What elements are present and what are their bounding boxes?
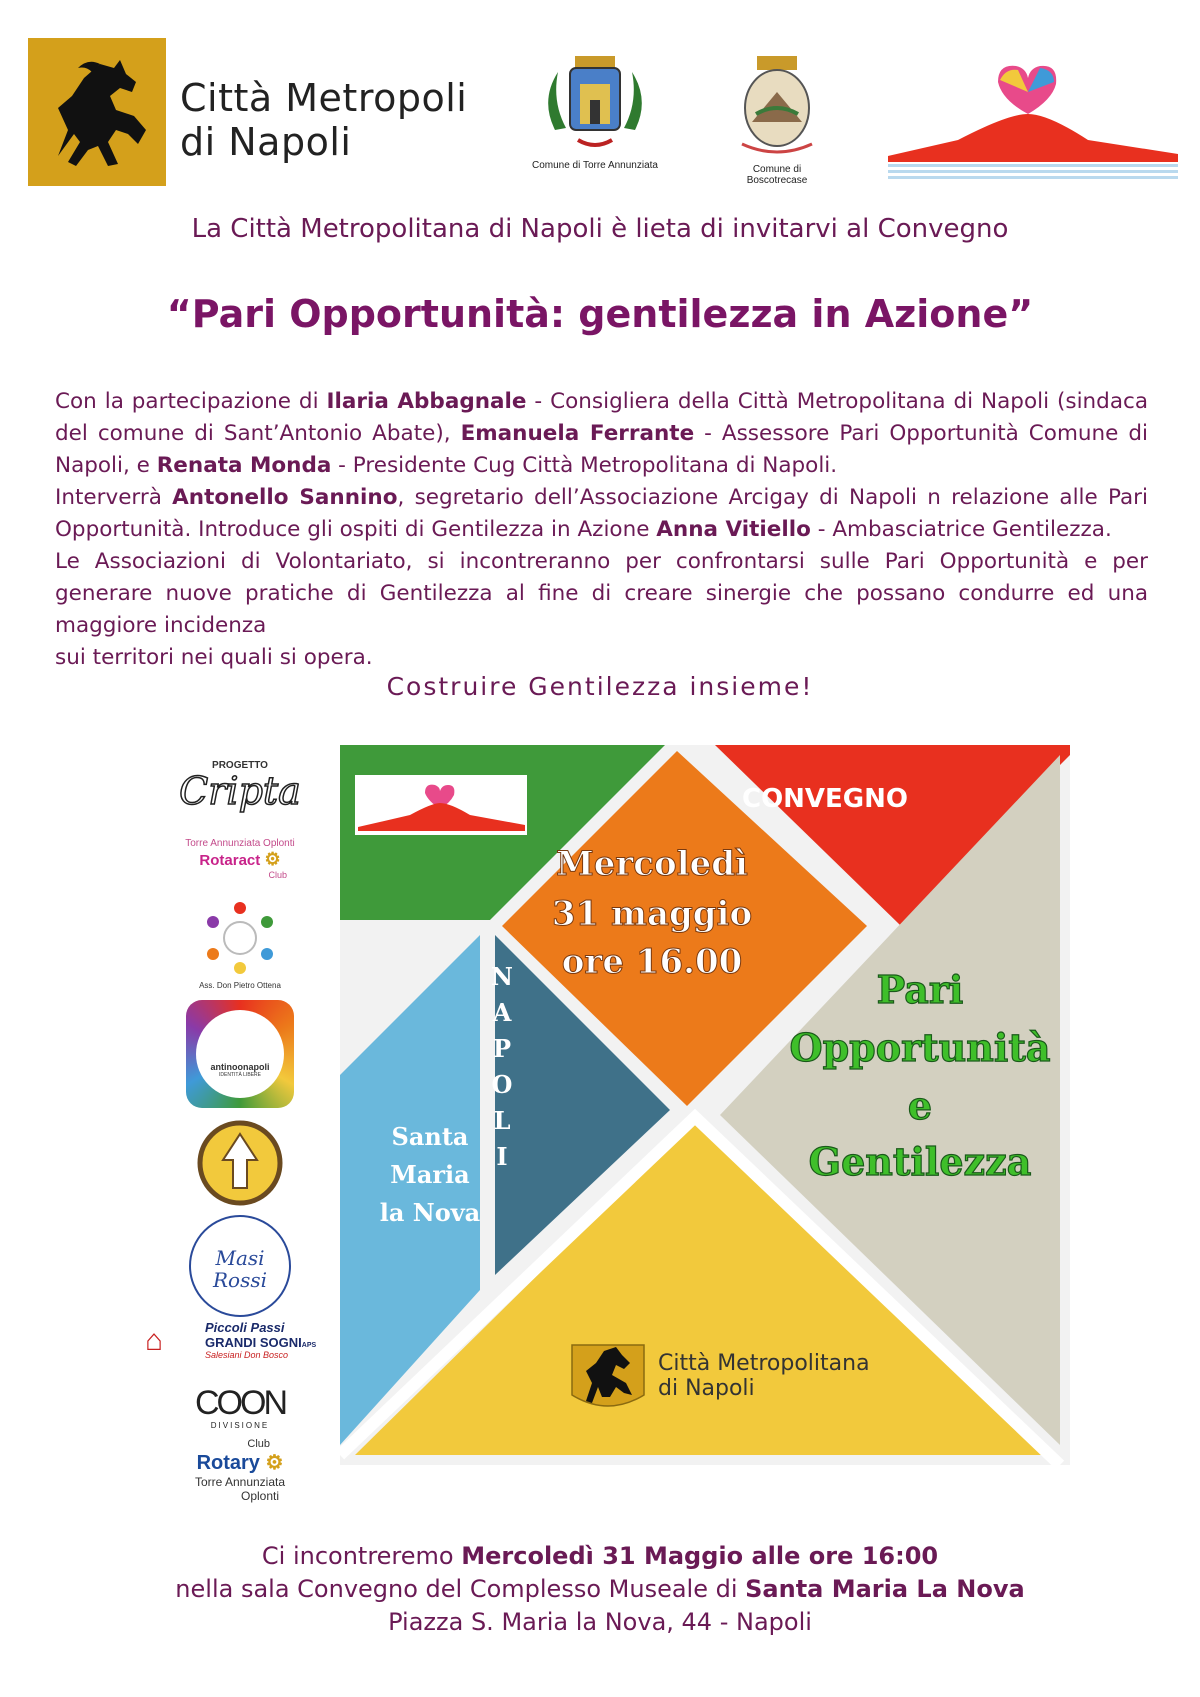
footer-line1-a: Ci incontreremo <box>261 1542 462 1570</box>
speaker-sannino: Antonello Sannino <box>172 485 398 510</box>
rotaract-club: Club <box>268 870 287 880</box>
body-p1-a: Con la partecipazione di <box>55 389 327 414</box>
speaker-ferrante: Emanuela Ferrante <box>460 421 695 446</box>
tangram-cmn-line1: Città Metropolitana <box>658 1351 870 1376</box>
body-paragraph-3: Le Associazioni di Volontariato, si incontreranno per confrontarsi sulle Pari Opportunità e per generare nuove pratiche di Gentilezza al fine di creare sinergie che possano condurre ed una maggiore incidenza <box>55 549 1148 638</box>
scout-arrow-icon <box>197 1120 283 1206</box>
aps-text: APS <box>301 1342 317 1349</box>
cripta-wordmark: Cripta <box>179 769 301 813</box>
body-p2-c: - Ambasciatrice Gentilezza. <box>810 517 1112 542</box>
body-p1-b: - Consigliera della Città Metropolitana di Napoli (sindaca del comune di Sant’Antonio Abate), <box>55 389 1148 446</box>
torre-crest-caption: Comune di Torre Annunziata <box>531 160 658 171</box>
tangram-theme-1: Pari <box>876 967 964 1012</box>
sponsor-antinoo <box>155 1000 325 1110</box>
tangram-day: Mercoledì <box>556 844 748 884</box>
rotary-wheel-icon: ⚙ <box>264 849 281 869</box>
speaker-monda: Renata Monda <box>156 453 332 478</box>
body-p2-a: Interverrà <box>55 485 173 510</box>
rotary-wordmark <box>155 1450 325 1475</box>
tangram-theme-2: Opportunità <box>789 1025 1051 1070</box>
footer-line2-a: nella sala Convegno del Complesso Museale di <box>175 1575 746 1603</box>
tangram-place-3: la Nova <box>379 1198 481 1227</box>
antinoo-rainbow-frame <box>186 1000 294 1108</box>
tangram-convegno: CONVEGNO <box>741 784 909 814</box>
torre-crest-icon <box>530 50 660 158</box>
tangram-theme-4: Gentilezza <box>808 1139 1032 1184</box>
tangram-cmn-line2: di Napoli <box>658 1376 755 1401</box>
sponsor-ottena <box>155 900 325 990</box>
tangram-svg <box>340 745 1070 1465</box>
ottena-caption: Ass. Don Pietro Ottena <box>199 981 281 990</box>
tangram-napoli-i: I <box>496 1142 508 1171</box>
body-text <box>55 386 1148 674</box>
bosco-crest-icon <box>722 52 832 162</box>
vesuvio-heart-icon <box>888 62 1178 180</box>
rotaract-place: Torre Annunziata Oplonti <box>185 838 295 849</box>
body-paragraph-1 <box>55 386 1148 482</box>
sponsor-rotaract <box>155 838 325 893</box>
rampant-horse-icon <box>28 38 166 186</box>
tangram-place-2: Maria <box>390 1160 470 1189</box>
sponsor-masi-rossi <box>155 1215 325 1315</box>
bosco-crest-caption: Comune di Boscotrecase <box>746 164 808 186</box>
footer-line-2 <box>0 1575 1200 1603</box>
invite-line: La Città Metropolitana di Napoli è lieta di invitarvi al Convegno <box>191 214 1009 244</box>
speaker-vitiello: Anna Vitiello <box>656 517 811 542</box>
tangram-napoli-a: A <box>492 998 512 1027</box>
cmn-logo-line1: Città Metropoli <box>180 76 468 120</box>
event-title: “Pari Opportunità: gentilezza in Azione” <box>166 292 1034 336</box>
rotary-gear-icon: ⚙ <box>265 1452 284 1474</box>
footer-address: Piazza S. Maria la Nova, 44 - Napoli <box>388 1608 812 1636</box>
tangram-napoli-l: L <box>493 1106 511 1135</box>
citta-metropolitana-logo <box>28 38 488 186</box>
tangram-graphic <box>340 745 1070 1465</box>
rotary-club: Club <box>247 1438 270 1450</box>
antinoo-wordmark: antinoonapoli <box>210 1062 270 1072</box>
body-p1-c: - Assessore Pari Opportunità Comune di Napoli, e <box>55 421 1148 478</box>
masi-rossi-wordmark: Masi Rossi <box>212 1246 268 1292</box>
footer-date: Mercoledì 31 Maggio alle ore 16:00 <box>461 1542 939 1570</box>
vesuvio-heart-logo <box>888 62 1178 180</box>
tangram-napoli-n: N <box>491 962 513 991</box>
salesiani-line: Salesiani Don Bosco <box>205 1350 289 1360</box>
grandi-sogni-line <box>205 1335 325 1350</box>
body-paragraph-4: sui territori nei quali si opera. <box>55 645 373 670</box>
rotary-place-1: Torre Annunziata <box>194 1475 286 1489</box>
tangram-place-1: Santa <box>391 1122 469 1151</box>
cripta-top: PROGETTO <box>212 760 268 771</box>
tangram-napoli-p: P <box>492 1034 512 1063</box>
torre-annunziata-crest <box>530 50 660 180</box>
tangram-napoli-o: O <box>491 1070 513 1099</box>
sponsor-coon <box>155 1385 325 1440</box>
rotary-name: Rotary <box>196 1452 260 1474</box>
family-figures-icon: ⌂ <box>145 1324 164 1357</box>
coon-sub: DIVISIONE <box>210 1421 270 1430</box>
sponsor-piccoli-passi <box>145 1320 325 1382</box>
masi-rossi-circle <box>189 1215 291 1317</box>
body-p1-d: - Presidente Cug Città Metropolitana di Napoli. <box>331 453 838 478</box>
speaker-abbagnale: Ilaria Abbagnale <box>326 389 527 414</box>
piccoli-passi-line: Piccoli Passi <box>205 1320 285 1335</box>
rotaract-wordmark <box>155 849 325 870</box>
rotary-place-2: Oplonti <box>240 1489 280 1503</box>
slogan: Costruire Gentilezza insieme! <box>386 672 814 701</box>
horse-logo-tile <box>28 38 166 186</box>
footer-venue: Santa Maria La Nova <box>745 1575 1025 1603</box>
rotaract-name: Rotaract <box>199 852 261 869</box>
grandi-sogni-text: GRANDI SOGNI <box>205 1335 302 1350</box>
tangram-theme-3: e <box>907 1083 933 1128</box>
coon-wordmark: COON <box>195 1384 285 1422</box>
footer-line-1 <box>0 1542 1200 1570</box>
body-paragraph-2 <box>55 482 1148 546</box>
ottena-circle-icon <box>195 900 285 976</box>
body-p2-b: , segretario dell’Associazione Arcigay di Napoli n relazione alle Pari Opportunità. Introduce gli ospiti di Gentilezza in Azione <box>55 485 1148 542</box>
boscotrecase-crest <box>722 52 832 186</box>
sponsor-rotary <box>155 1438 325 1514</box>
tangram-date: 31 maggio <box>551 894 753 934</box>
tangram-time: ore 16.00 <box>561 942 743 982</box>
antinoo-sub: IDENTITÀ LIBERE <box>219 1072 261 1078</box>
sponsor-cripta <box>155 760 325 820</box>
sponsor-scout-badge <box>155 1120 325 1210</box>
cmn-logo-line2: di Napoli <box>180 120 352 164</box>
